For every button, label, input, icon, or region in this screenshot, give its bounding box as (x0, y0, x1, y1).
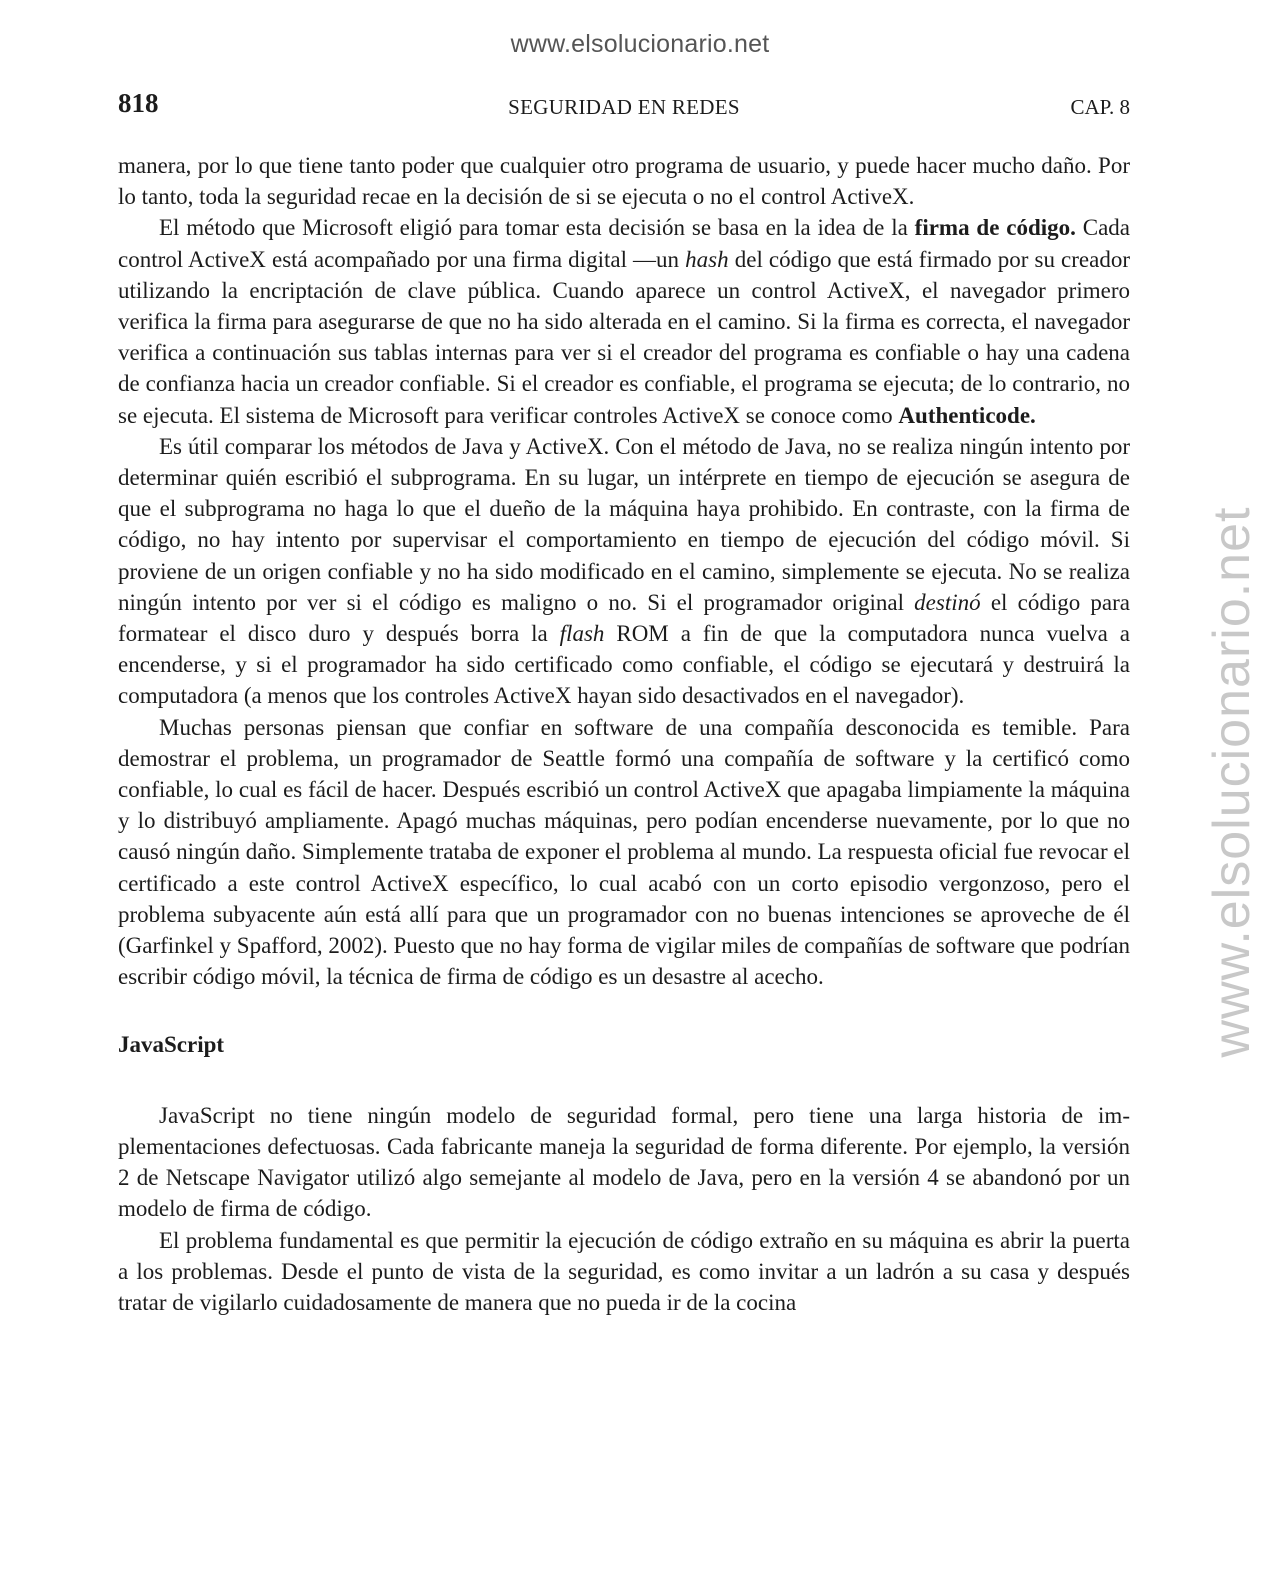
watermark-url-side: www.elsolucionario.net (1203, 506, 1261, 1058)
term-authenticode: Authenticode. (898, 402, 1036, 428)
term-destino: destinó (914, 589, 981, 615)
paragraph-3 (118, 431, 1130, 712)
chapter-title: SEGURIDAD EN REDES (508, 95, 740, 119)
paragraph-2-text-a: El método que Microsoft eligió para tomar esta decisión se basa en la idea de la (159, 215, 915, 241)
watermark-url-top: www.elsolucionario.net (510, 30, 770, 58)
term-flash: flash (559, 621, 605, 647)
paragraph-1: manera, por lo que tiene tanto poder que cualquier otro programa de usuario, y puede hacer mucho daño. Por lo tanto, toda la seguridad recae en la decisión de si se ejecuta o no el control ActiveX. (118, 153, 1130, 210)
term-hash: hash (685, 246, 729, 272)
paragraph-6: El problema fundamental es que permitir la ejecución de código extraño en su máquina es abrir la puerta a los problemas. Desde el punto de vista de la seguridad, es como invitar a un ladrón a su casa y después tratar de vigilarlo cuidadosamente de manera que no pueda ir de la cocina (118, 1227, 1130, 1315)
paragraph-2 (118, 212, 1130, 430)
paragraph-3-text-a: Es útil comparar los métodos de Java y ActiveX. Con el método de Java, no se realiza ningún intento por determinar quién escribió el subprograma. En su lugar, un intérprete en tiempo de ejecución se asegura de que el subprograma no haga lo que el dueño de la máquina haya prohibido. En contraste, con la firma de código, no hay intento por supervisar el comportamiento en tiempo de ejecución del código móvil. Si proviene de un origen confiable y no ha sido modificado en el camino, simplemente se ejecuta. No se realiza ningún intento por ver si el código es maligno o no. Si el programador original (118, 433, 1130, 615)
term-firma-de-codigo: firma de código. (914, 215, 1076, 241)
paragraph-3-text-e: ROM a fin de que la computadora nunca vuelva a encenderse, y si el programador ha sido certificado como confiable, el código se ejecutará y destruirá la computadora (a menos que los controles ActiveX hayan sido desactivados en el navegador). (118, 621, 1130, 709)
paragraph-3-text-c: el código para formatear el disco duro y después borra la (118, 589, 1130, 647)
chapter-label: CAP. 8 (1070, 95, 1130, 119)
paragraph-2-text-e: del código que está firmado por su creador utilizando la encriptación de clave pública. Cuando aparece un control ActiveX, el navegador primero verifica la firma para asegurarse de que no ha sido alterada en el camino. Si la firma es correcta, el navegador verifica a continuación sus tablas internas para ver si el creador del programa es confiable o hay una cadena de confianza hacia un creador confiable. Si el creador es confiable, el programa se ejecuta; de lo contrario, no se ejecuta. El sistema de Microsoft para verificar controles ActiveX se conoce como (118, 246, 1130, 428)
paragraph-4: Muchas personas piensan que confiar en software de una compañía desconocida es temible. Para demostrar el problema, un programador de Seattle formó una compañía de software y la certificó como confiable, lo cual es fácil de hacer. Después escribió un control ActiveX que apagaba limpiamente la máquina y lo distribuyó ampliamente. Apagó muchas máquinas, pero podían encenderse nuevamente, por lo que no causó ningún daño. Simplemente trataba de exponer el problema al mundo. La respuesta oficial fue revocar el certificado a este control ActiveX específico, lo cual acabó con un corto episodio vergonzoso, pero el problema subyacente aún está allí para que un programador con no buenas intenciones se aproveche de él (Garfinkel y Spafford, 2002). Puesto que no hay forma de vigilar miles de compañías de software que podrían escribir código móvil, la técnica de firma de código es un desastre al acecho. (118, 714, 1130, 990)
paragraph-2-text-c: Cada control ActiveX está acompañado por una firma digital —un (118, 215, 1130, 272)
page-body (118, 150, 1130, 1318)
paragraph-5: JavaScript no tiene ningún modelo de seguridad formal, pero tiene una larga historia de implementaciones defectuosas. Cada fabricante maneja la seguridad de forma diferente. Por ejemplo, la versión 2 de Netscape Navigator utilizó algo semejante al modelo de Java, pero en la versión 4 se abandonó por un modelo de firma de código. (118, 1102, 1130, 1222)
running-head (118, 88, 1130, 124)
page-number: 818 (118, 88, 159, 118)
section-heading-javascript: JavaScript (118, 1032, 225, 1058)
